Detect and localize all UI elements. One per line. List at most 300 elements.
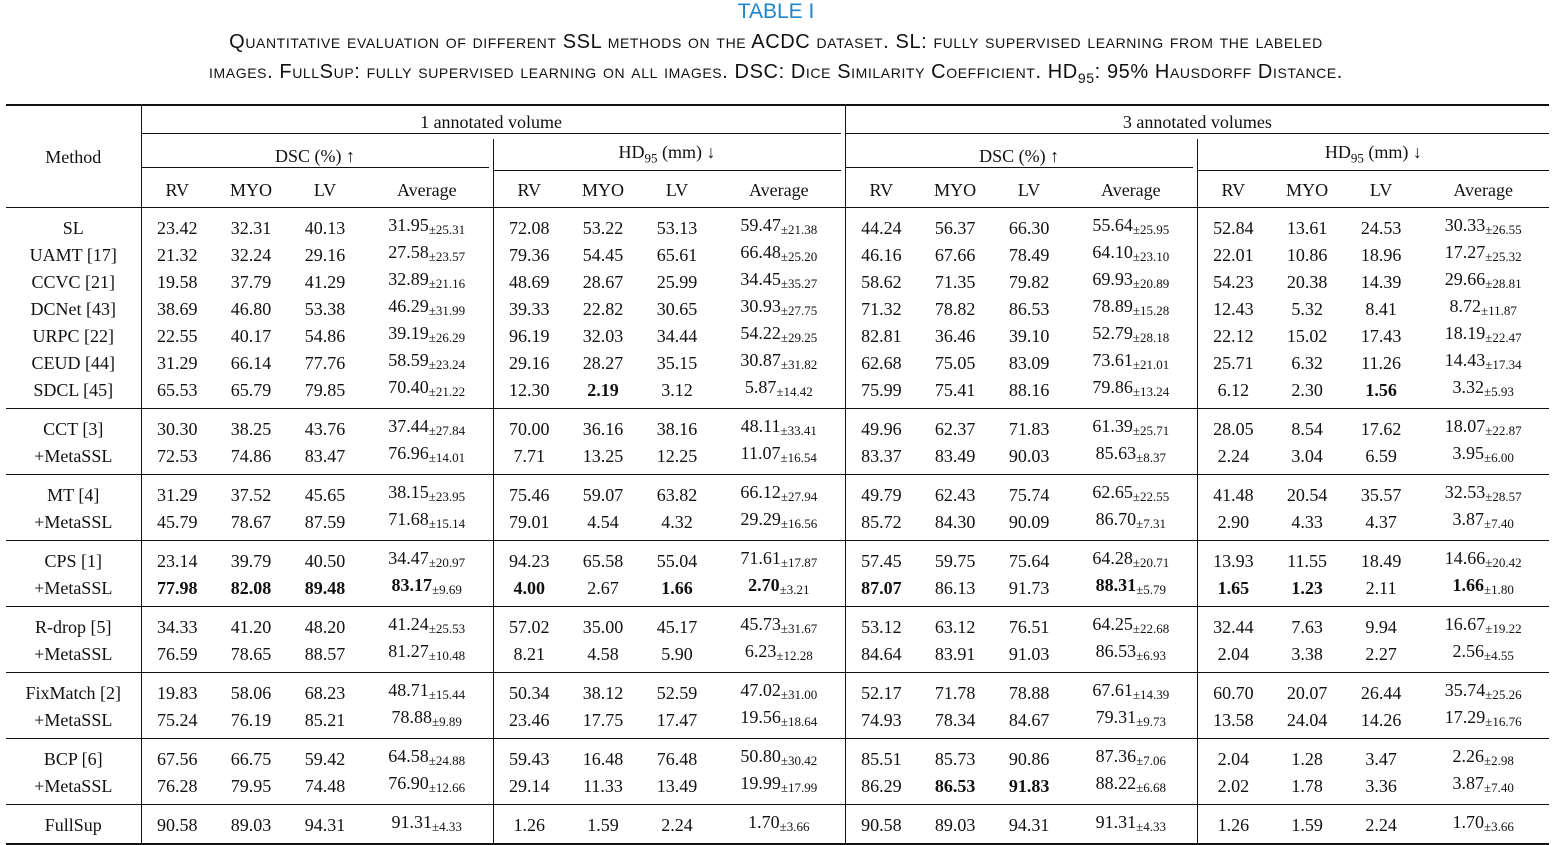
value-cell: 85.73 bbox=[934, 748, 976, 769]
value-cell: 76.59 bbox=[141, 640, 213, 673]
value-cell: 30.33±26.55 bbox=[1444, 215, 1522, 237]
value-cell: 48.20 bbox=[304, 616, 346, 637]
method-name-cell: SL bbox=[62, 217, 84, 238]
value-cell: 68.23 bbox=[304, 682, 346, 703]
value-cell: 39.33 bbox=[493, 295, 565, 322]
value-cell: 30.87±31.82 bbox=[740, 350, 818, 372]
value-cell: 2.04 bbox=[1197, 640, 1269, 673]
value-cell: 82.81 bbox=[845, 322, 917, 349]
value-cell: 78.82 bbox=[934, 298, 976, 319]
value-cell: 36.16 bbox=[582, 418, 624, 439]
value-cell: 40.17 bbox=[230, 325, 272, 346]
value-cell: 77.98 bbox=[141, 574, 213, 607]
value-cell: 38.16 bbox=[656, 418, 698, 439]
value-cell: 37.44±27.84 bbox=[388, 416, 466, 438]
value-cell: 85.21 bbox=[289, 706, 361, 739]
value-cell: 76.19 bbox=[213, 706, 289, 739]
value-cell: 38.69 bbox=[141, 295, 213, 322]
value-cell: 63.12 bbox=[934, 616, 976, 637]
value-cell: 38.25 bbox=[230, 418, 272, 439]
method-name-cell: BCP [6] bbox=[43, 748, 103, 769]
value-cell: 2.27 bbox=[1345, 640, 1417, 673]
value-cell: 11.07±16.54 bbox=[713, 442, 845, 475]
value-cell: 49.79 bbox=[845, 475, 917, 509]
value-cell: 47.02±31.00 bbox=[740, 680, 818, 702]
value-cell: 1.56 bbox=[1345, 376, 1417, 409]
value-cell: 1.66 bbox=[641, 574, 713, 607]
value-cell: 86.13 bbox=[917, 574, 993, 607]
value-cell: 67.56 bbox=[141, 739, 213, 773]
column-header-rv: RV bbox=[1197, 173, 1269, 208]
value-cell: 38.15±23.95 bbox=[388, 482, 466, 504]
value-cell: 30.65 bbox=[656, 298, 698, 319]
column-header-rv: RV bbox=[845, 173, 917, 208]
table-row bbox=[6, 673, 1549, 707]
value-cell: 39.10 bbox=[1008, 325, 1050, 346]
value-cell: 88.22±6.68 bbox=[1065, 772, 1197, 805]
value-cell: 6.12 bbox=[1197, 376, 1269, 409]
value-cell: 37.52 bbox=[230, 484, 272, 505]
value-cell: 91.03 bbox=[993, 640, 1065, 673]
value-cell: 64.28±20.71 bbox=[1092, 548, 1170, 570]
value-cell: 76.51 bbox=[1008, 616, 1050, 637]
value-cell: 34.44 bbox=[656, 325, 698, 346]
value-cell: 41.20 bbox=[230, 616, 272, 637]
value-cell: 52.59 bbox=[656, 682, 698, 703]
value-cell: 48.69 bbox=[493, 268, 565, 295]
method-name-cell: FixMatch [2] bbox=[25, 682, 121, 703]
value-cell: 73.61±21.01 bbox=[1092, 350, 1170, 372]
value-cell: 78.49 bbox=[1008, 244, 1050, 265]
value-cell: 24.04 bbox=[1269, 706, 1345, 739]
value-cell: 1.26 bbox=[493, 805, 565, 845]
value-cell: 25.99 bbox=[656, 271, 698, 292]
value-cell: 1.65 bbox=[1197, 574, 1269, 607]
table-row bbox=[6, 475, 1549, 509]
value-cell: 39.19±26.29 bbox=[388, 323, 466, 345]
value-cell: 85.63±8.37 bbox=[1065, 442, 1197, 475]
value-cell: 1.59 bbox=[565, 805, 641, 845]
method-name-cell: MT [4] bbox=[47, 484, 100, 505]
value-cell: 2.30 bbox=[1269, 376, 1345, 409]
value-cell: 12.30 bbox=[493, 376, 565, 409]
table-row bbox=[6, 295, 1549, 322]
value-cell: 34.45±35.27 bbox=[740, 269, 818, 291]
value-cell: 17.43 bbox=[1360, 325, 1402, 346]
value-cell: 78.88 bbox=[1008, 682, 1050, 703]
value-cell: 2.67 bbox=[565, 574, 641, 607]
value-cell: 28.05 bbox=[1197, 409, 1269, 443]
value-cell: 4.58 bbox=[565, 640, 641, 673]
table-row bbox=[6, 322, 1549, 349]
table-row bbox=[6, 574, 1549, 607]
value-cell: 87.36±7.06 bbox=[1095, 746, 1167, 768]
value-cell: 81.27±10.48 bbox=[361, 640, 493, 673]
value-cell: 89.03 bbox=[917, 805, 993, 845]
table-row bbox=[6, 739, 1549, 773]
value-cell: 49.96 bbox=[845, 409, 917, 443]
value-cell: 8.54 bbox=[1291, 418, 1323, 439]
value-cell: 84.67 bbox=[993, 706, 1065, 739]
value-cell: 2.19 bbox=[565, 376, 641, 409]
value-cell: 75.46 bbox=[493, 475, 565, 509]
value-cell: 79.01 bbox=[493, 508, 565, 541]
value-cell: 6.23±12.28 bbox=[713, 640, 845, 673]
value-cell: 79.31±9.73 bbox=[1065, 706, 1197, 739]
value-cell: 3.04 bbox=[1269, 442, 1345, 475]
value-cell: 22.12 bbox=[1197, 322, 1269, 349]
table-row bbox=[6, 508, 1549, 541]
value-cell: 29.16 bbox=[493, 349, 565, 376]
value-cell: 45.65 bbox=[304, 484, 346, 505]
method-header: Method bbox=[6, 105, 141, 208]
value-cell: 37.79 bbox=[230, 271, 272, 292]
column-header-average: Average bbox=[361, 173, 493, 208]
value-cell: 7.71 bbox=[493, 442, 565, 475]
value-cell: 60.70 bbox=[1197, 673, 1269, 707]
value-cell: 63.82 bbox=[656, 484, 698, 505]
value-cell: 85.72 bbox=[845, 508, 917, 541]
value-cell: 2.90 bbox=[1197, 508, 1269, 541]
value-cell: 79.82 bbox=[1008, 271, 1050, 292]
value-cell: 15.02 bbox=[1286, 325, 1328, 346]
value-cell: 94.31 bbox=[289, 805, 361, 845]
value-cell: 2.24 bbox=[641, 805, 713, 845]
value-cell: 94.31 bbox=[993, 805, 1065, 845]
value-cell: 52.84 bbox=[1197, 208, 1269, 242]
value-cell: 40.50 bbox=[304, 550, 346, 571]
value-cell: 55.64±25.95 bbox=[1092, 215, 1170, 237]
table-row bbox=[6, 706, 1549, 739]
value-cell: 41.24±25.53 bbox=[388, 614, 466, 636]
value-cell: 79.95 bbox=[213, 772, 289, 805]
value-cell: 46.80 bbox=[230, 298, 272, 319]
value-cell: 16.48 bbox=[582, 748, 624, 769]
value-cell: 1.28 bbox=[1291, 748, 1323, 769]
value-cell: 71.32 bbox=[845, 295, 917, 322]
value-cell: 75.24 bbox=[141, 706, 213, 739]
value-cell: 86.53 bbox=[917, 772, 993, 805]
value-cell: 31.29 bbox=[141, 475, 213, 509]
value-cell: 34.33 bbox=[141, 607, 213, 641]
value-cell: 6.59 bbox=[1345, 442, 1417, 475]
column-header-myo: MYO bbox=[1269, 173, 1345, 208]
column-header-myo: MYO bbox=[213, 173, 289, 208]
value-cell: 57.02 bbox=[493, 607, 565, 641]
hd95-header-2: $HD_{95}$ (mm) ↓ bbox=[1198, 141, 1550, 171]
value-cell: 40.13 bbox=[304, 217, 346, 238]
value-cell: 6.32 bbox=[1291, 352, 1323, 373]
value-cell: 65.58 bbox=[582, 550, 624, 571]
value-cell: 21.32 bbox=[141, 241, 213, 268]
value-cell: 53.38 bbox=[304, 298, 346, 319]
value-cell: 19.56±18.64 bbox=[713, 706, 845, 739]
value-cell: 3.87±7.40 bbox=[1417, 508, 1549, 541]
method-name-cell: +MetaSSL bbox=[6, 640, 141, 673]
method-name-cell: DCNet [43] bbox=[30, 298, 116, 319]
value-cell: 14.26 bbox=[1345, 706, 1417, 739]
value-cell: 79.36 bbox=[493, 241, 565, 268]
value-cell: 3.32±5.93 bbox=[1417, 376, 1549, 409]
method-name-cell: URPC [22] bbox=[32, 325, 114, 346]
value-cell: 31.95±25.31 bbox=[388, 215, 466, 237]
caption-line-2: images. FullSup: fully supervised learning on all images. DSC: Dice Similarity Coefficient. $HD_{95}$: 95% Hausdorff Distance. bbox=[209, 61, 1343, 86]
value-cell: 4.33 bbox=[1269, 508, 1345, 541]
table-row bbox=[6, 805, 1549, 845]
column-header-myo: MYO bbox=[565, 173, 641, 208]
value-cell: 90.86 bbox=[1008, 748, 1050, 769]
value-cell: 13.58 bbox=[1197, 706, 1269, 739]
value-cell: 3.87±7.40 bbox=[1417, 772, 1549, 805]
value-cell: 29.14 bbox=[493, 772, 565, 805]
value-cell: 19.83 bbox=[141, 673, 213, 707]
value-cell: 10.86 bbox=[1286, 244, 1328, 265]
value-cell: 35.74±25.26 bbox=[1444, 680, 1522, 702]
value-cell: 46.29±31.99 bbox=[388, 296, 466, 318]
setting1-header: 1 annotated volume bbox=[142, 111, 841, 134]
method-name-cell: +MetaSSL bbox=[6, 508, 141, 541]
value-cell: 3.12 bbox=[641, 376, 713, 409]
value-cell: 53.22 bbox=[582, 217, 624, 238]
value-cell: 78.65 bbox=[213, 640, 289, 673]
value-cell: 1.70±3.66 bbox=[1417, 805, 1549, 845]
value-cell: 75.99 bbox=[845, 376, 917, 409]
value-cell: 5.87±14.42 bbox=[713, 376, 845, 409]
value-cell: 28.27 bbox=[582, 352, 624, 373]
value-cell: 75.05 bbox=[934, 352, 976, 373]
value-cell: 4.00 bbox=[493, 574, 565, 607]
value-cell: 57.45 bbox=[845, 541, 917, 575]
value-cell: 14.43±17.34 bbox=[1444, 350, 1522, 372]
value-cell: 7.63 bbox=[1291, 616, 1323, 637]
column-header-lv: LV bbox=[993, 173, 1065, 208]
value-cell: 65.53 bbox=[141, 376, 213, 409]
setting2-header: 3 annotated volumes bbox=[846, 111, 1550, 134]
value-cell: 45.73±31.67 bbox=[740, 614, 818, 636]
column-header-average: Average bbox=[1065, 173, 1197, 208]
value-cell: 90.03 bbox=[993, 442, 1065, 475]
value-cell: 62.37 bbox=[934, 418, 976, 439]
value-cell: 3.38 bbox=[1269, 640, 1345, 673]
value-cell: 43.76 bbox=[304, 418, 346, 439]
table-row bbox=[6, 442, 1549, 475]
table-row bbox=[6, 268, 1549, 295]
value-cell: 69.93±20.89 bbox=[1092, 269, 1170, 291]
value-cell: 23.42 bbox=[141, 208, 213, 242]
value-cell: 87.07 bbox=[845, 574, 917, 607]
column-header-lv: LV bbox=[289, 173, 361, 208]
value-cell: 8.21 bbox=[493, 640, 565, 673]
table-row bbox=[6, 208, 1549, 242]
value-cell: 74.93 bbox=[845, 706, 917, 739]
value-cell: 79.85 bbox=[289, 376, 361, 409]
value-cell: 34.47±20.97 bbox=[388, 548, 466, 570]
value-cell: 75.64 bbox=[1008, 550, 1050, 571]
value-cell: 53.13 bbox=[656, 217, 698, 238]
value-cell: 4.54 bbox=[565, 508, 641, 541]
value-cell: 79.86±13.24 bbox=[1065, 376, 1197, 409]
value-cell: 1.70±3.66 bbox=[713, 805, 845, 845]
table-row bbox=[6, 376, 1549, 409]
column-header-row bbox=[6, 173, 1549, 208]
value-cell: 44.24 bbox=[845, 208, 917, 242]
value-cell: 23.14 bbox=[141, 541, 213, 575]
value-cell: 71.61±17.87 bbox=[740, 548, 818, 570]
value-cell: 66.12±27.94 bbox=[740, 482, 818, 504]
value-cell: 74.48 bbox=[289, 772, 361, 805]
value-cell: 91.73 bbox=[993, 574, 1065, 607]
value-cell: 11.55 bbox=[1287, 550, 1328, 571]
value-cell: 62.68 bbox=[845, 349, 917, 376]
table-row bbox=[6, 541, 1549, 575]
value-cell: 91.31±4.33 bbox=[1065, 805, 1197, 845]
value-cell: 62.65±22.55 bbox=[1092, 482, 1170, 504]
value-cell: 83.47 bbox=[289, 442, 361, 475]
value-cell: 14.66±20.42 bbox=[1444, 548, 1522, 570]
value-cell: 59.75 bbox=[934, 550, 976, 571]
value-cell: 3.95±6.00 bbox=[1417, 442, 1549, 475]
column-header-rv: RV bbox=[141, 173, 213, 208]
table-label: TABLE I bbox=[737, 0, 815, 23]
value-cell: 78.89±15.28 bbox=[1092, 296, 1170, 318]
value-cell: 1.26 bbox=[1197, 805, 1269, 845]
value-cell: 3.47 bbox=[1365, 748, 1397, 769]
value-cell: 67.61±14.39 bbox=[1092, 680, 1170, 702]
value-cell: 89.03 bbox=[213, 805, 289, 845]
value-cell: 55.04 bbox=[656, 550, 698, 571]
value-cell: 41.29 bbox=[304, 271, 346, 292]
value-cell: 76.28 bbox=[141, 772, 213, 805]
value-cell: 71.78 bbox=[934, 682, 976, 703]
value-cell: 58.59±23.24 bbox=[388, 350, 466, 372]
value-cell: 1.23 bbox=[1269, 574, 1345, 607]
value-cell: 3.36 bbox=[1345, 772, 1417, 805]
value-cell: 13.49 bbox=[641, 772, 713, 805]
caption-line-1: Quantitative evaluation of different SSL methods on the ACDC dataset. SL: fully supervised learning from the labeled bbox=[229, 31, 1323, 53]
value-cell: 9.94 bbox=[1365, 616, 1397, 637]
value-cell: 86.53±6.93 bbox=[1065, 640, 1197, 673]
value-cell: 13.61 bbox=[1286, 217, 1328, 238]
value-cell: 58.06 bbox=[230, 682, 272, 703]
method-name-cell: +MetaSSL bbox=[6, 706, 141, 739]
value-cell: 32.24 bbox=[230, 244, 272, 265]
column-header-rv: RV bbox=[493, 173, 565, 208]
value-cell: 4.32 bbox=[641, 508, 713, 541]
value-cell: 45.17 bbox=[656, 616, 698, 637]
value-cell: 20.07 bbox=[1286, 682, 1328, 703]
value-cell: 76.96±14.01 bbox=[361, 442, 493, 475]
value-cell: 65.61 bbox=[656, 244, 698, 265]
value-cell: 18.49 bbox=[1360, 550, 1402, 571]
value-cell: 75.41 bbox=[917, 376, 993, 409]
value-cell: 62.43 bbox=[934, 484, 976, 505]
value-cell: 78.88±9.89 bbox=[361, 706, 493, 739]
value-cell: 11.26 bbox=[1361, 352, 1402, 373]
value-cell: 54.23 bbox=[1197, 268, 1269, 295]
value-cell: 76.48 bbox=[656, 748, 698, 769]
value-cell: 17.47 bbox=[641, 706, 713, 739]
table-row bbox=[6, 640, 1549, 673]
table-row bbox=[6, 607, 1549, 641]
value-cell: 88.31±5.79 bbox=[1065, 574, 1197, 607]
method-name-cell: CEUD [44] bbox=[31, 352, 115, 373]
value-cell: 2.02 bbox=[1197, 772, 1269, 805]
value-cell: 83.91 bbox=[917, 640, 993, 673]
column-header-lv: LV bbox=[641, 173, 713, 208]
value-cell: 14.39 bbox=[1360, 271, 1402, 292]
value-cell: 20.38 bbox=[1286, 271, 1328, 292]
value-cell: 84.64 bbox=[845, 640, 917, 673]
value-cell: 78.34 bbox=[917, 706, 993, 739]
value-cell: 76.90±12.66 bbox=[361, 772, 493, 805]
value-cell: 36.46 bbox=[934, 325, 976, 346]
method-name-cell: +MetaSSL bbox=[6, 772, 141, 805]
value-cell: 16.67±19.22 bbox=[1444, 614, 1522, 636]
value-cell: 59.07 bbox=[582, 484, 624, 505]
value-cell: 35.15 bbox=[656, 352, 698, 373]
value-cell: 20.54 bbox=[1286, 484, 1328, 505]
value-cell: 77.76 bbox=[304, 352, 346, 373]
table-row bbox=[6, 349, 1549, 376]
column-header-lv: LV bbox=[1345, 173, 1417, 208]
value-cell: 22.01 bbox=[1197, 241, 1269, 268]
value-cell: 83.17±9.69 bbox=[361, 574, 493, 607]
value-cell: 88.57 bbox=[289, 640, 361, 673]
value-cell: 72.08 bbox=[493, 208, 565, 242]
value-cell: 66.14 bbox=[230, 352, 272, 373]
value-cell: 50.34 bbox=[493, 673, 565, 707]
value-cell: 58.62 bbox=[845, 268, 917, 295]
value-cell: 59.42 bbox=[304, 748, 346, 769]
value-cell: 72.53 bbox=[141, 442, 213, 475]
value-cell: 8.72±11.87 bbox=[1449, 296, 1517, 318]
value-cell: 84.30 bbox=[917, 508, 993, 541]
value-cell: 32.31 bbox=[230, 217, 272, 238]
value-cell: 23.46 bbox=[493, 706, 565, 739]
method-name-cell: CCVC [21] bbox=[31, 271, 115, 292]
method-name-cell: FullSup bbox=[6, 805, 141, 845]
value-cell: 12.25 bbox=[641, 442, 713, 475]
value-cell: 53.12 bbox=[845, 607, 917, 641]
value-cell: 29.29±16.56 bbox=[713, 508, 845, 541]
value-cell: 90.58 bbox=[845, 805, 917, 845]
value-cell: 91.83 bbox=[993, 772, 1065, 805]
value-cell: 54.86 bbox=[304, 325, 346, 346]
value-cell: 2.24 bbox=[1197, 442, 1269, 475]
method-name-cell: CPS [1] bbox=[44, 550, 102, 571]
value-cell: 83.37 bbox=[845, 442, 917, 475]
value-cell: 46.16 bbox=[845, 241, 917, 268]
value-cell: 71.68±15.14 bbox=[361, 508, 493, 541]
value-cell: 89.48 bbox=[289, 574, 361, 607]
value-cell: 26.44 bbox=[1360, 682, 1402, 703]
value-cell: 82.08 bbox=[213, 574, 289, 607]
value-cell: 32.44 bbox=[1197, 607, 1269, 641]
value-cell: 2.04 bbox=[1197, 739, 1269, 773]
method-name-cell: CCT [3] bbox=[43, 418, 104, 439]
value-cell: 1.66±1.80 bbox=[1417, 574, 1549, 607]
value-cell: 50.80±30.42 bbox=[740, 746, 818, 768]
value-cell: 17.29±16.76 bbox=[1417, 706, 1549, 739]
value-cell: 27.58±23.57 bbox=[388, 242, 466, 264]
method-name-cell: +MetaSSL bbox=[6, 574, 141, 607]
value-cell: 22.82 bbox=[582, 298, 624, 319]
results-table bbox=[6, 104, 1549, 845]
value-cell: 13.93 bbox=[1197, 541, 1269, 575]
value-cell: 94.23 bbox=[493, 541, 565, 575]
value-cell: 52.17 bbox=[845, 673, 917, 707]
value-cell: 17.75 bbox=[565, 706, 641, 739]
